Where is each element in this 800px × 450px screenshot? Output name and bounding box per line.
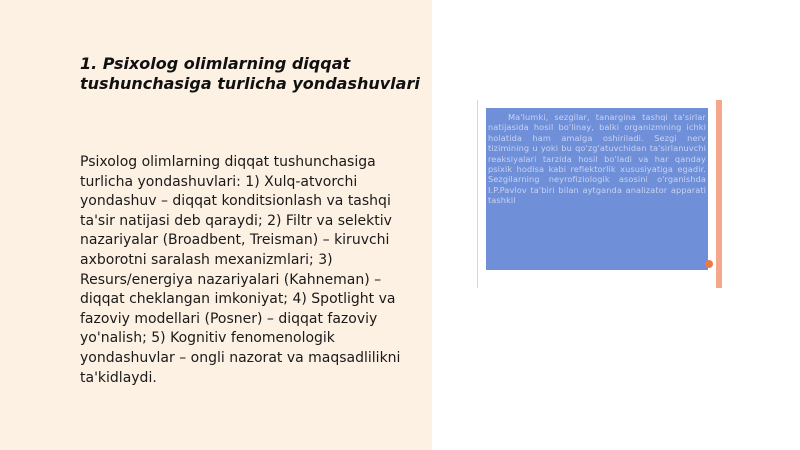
- figure-left-rule: [477, 100, 478, 288]
- figure-text-box: [486, 108, 708, 270]
- slide-body-text: Psixolog olimlarning diqqat tushunchasiga turlicha yondashuvlari: 1) Xulq-atvorchi yondashuv – diqqat konditsionlash va tashqi ta'sir natijasi deb qaraydi; 2) Filtr va selektiv nazariyalar (Broadbent, Treisman) – kiruvchi axborotni saralash mexanizmlari; 3) Resurs/energiya nazariyalari (Kahneman) – diqqat cheklangan imkoniyat; 4) Spotlight va fazoviy modellari (Posner) – diqqat fazoviy yo'nalish; 5) Kognitiv fenomenologik yondashuvlar – ongli nazorat va maqsadlilikni ta'kidlaydi.: [80, 154, 401, 386]
- slide-title: 1. Psixolog olimlarning diqqat tushunchasiga turlicha yondashuvlari: [80, 54, 420, 93]
- figure-accent-bar: [716, 100, 722, 288]
- figure-accent-dot: [705, 260, 713, 268]
- text-image-figure: [477, 100, 724, 288]
- figure-text: Ma'lumki, sezgilar, tanargina tashqi ta'sirlar natijasida hosil bo'linay, balki organizmning ichki holatida ham amalga oshiriladi. Sezgi nerv tizimining u yoki bu qo'zg'atuvchidan ta'sirlanuvchi reaksiyalari tarzida hosil bo'ladi va har qanday psixik hodisa kabi reflektorlik xususiyatiga egadir. Sezgilarning neyrofiziologik asosini o'rganishda I.P.Pavlov ta'biri bilan aytganda analizator apparati tashkil: [488, 112, 706, 206]
